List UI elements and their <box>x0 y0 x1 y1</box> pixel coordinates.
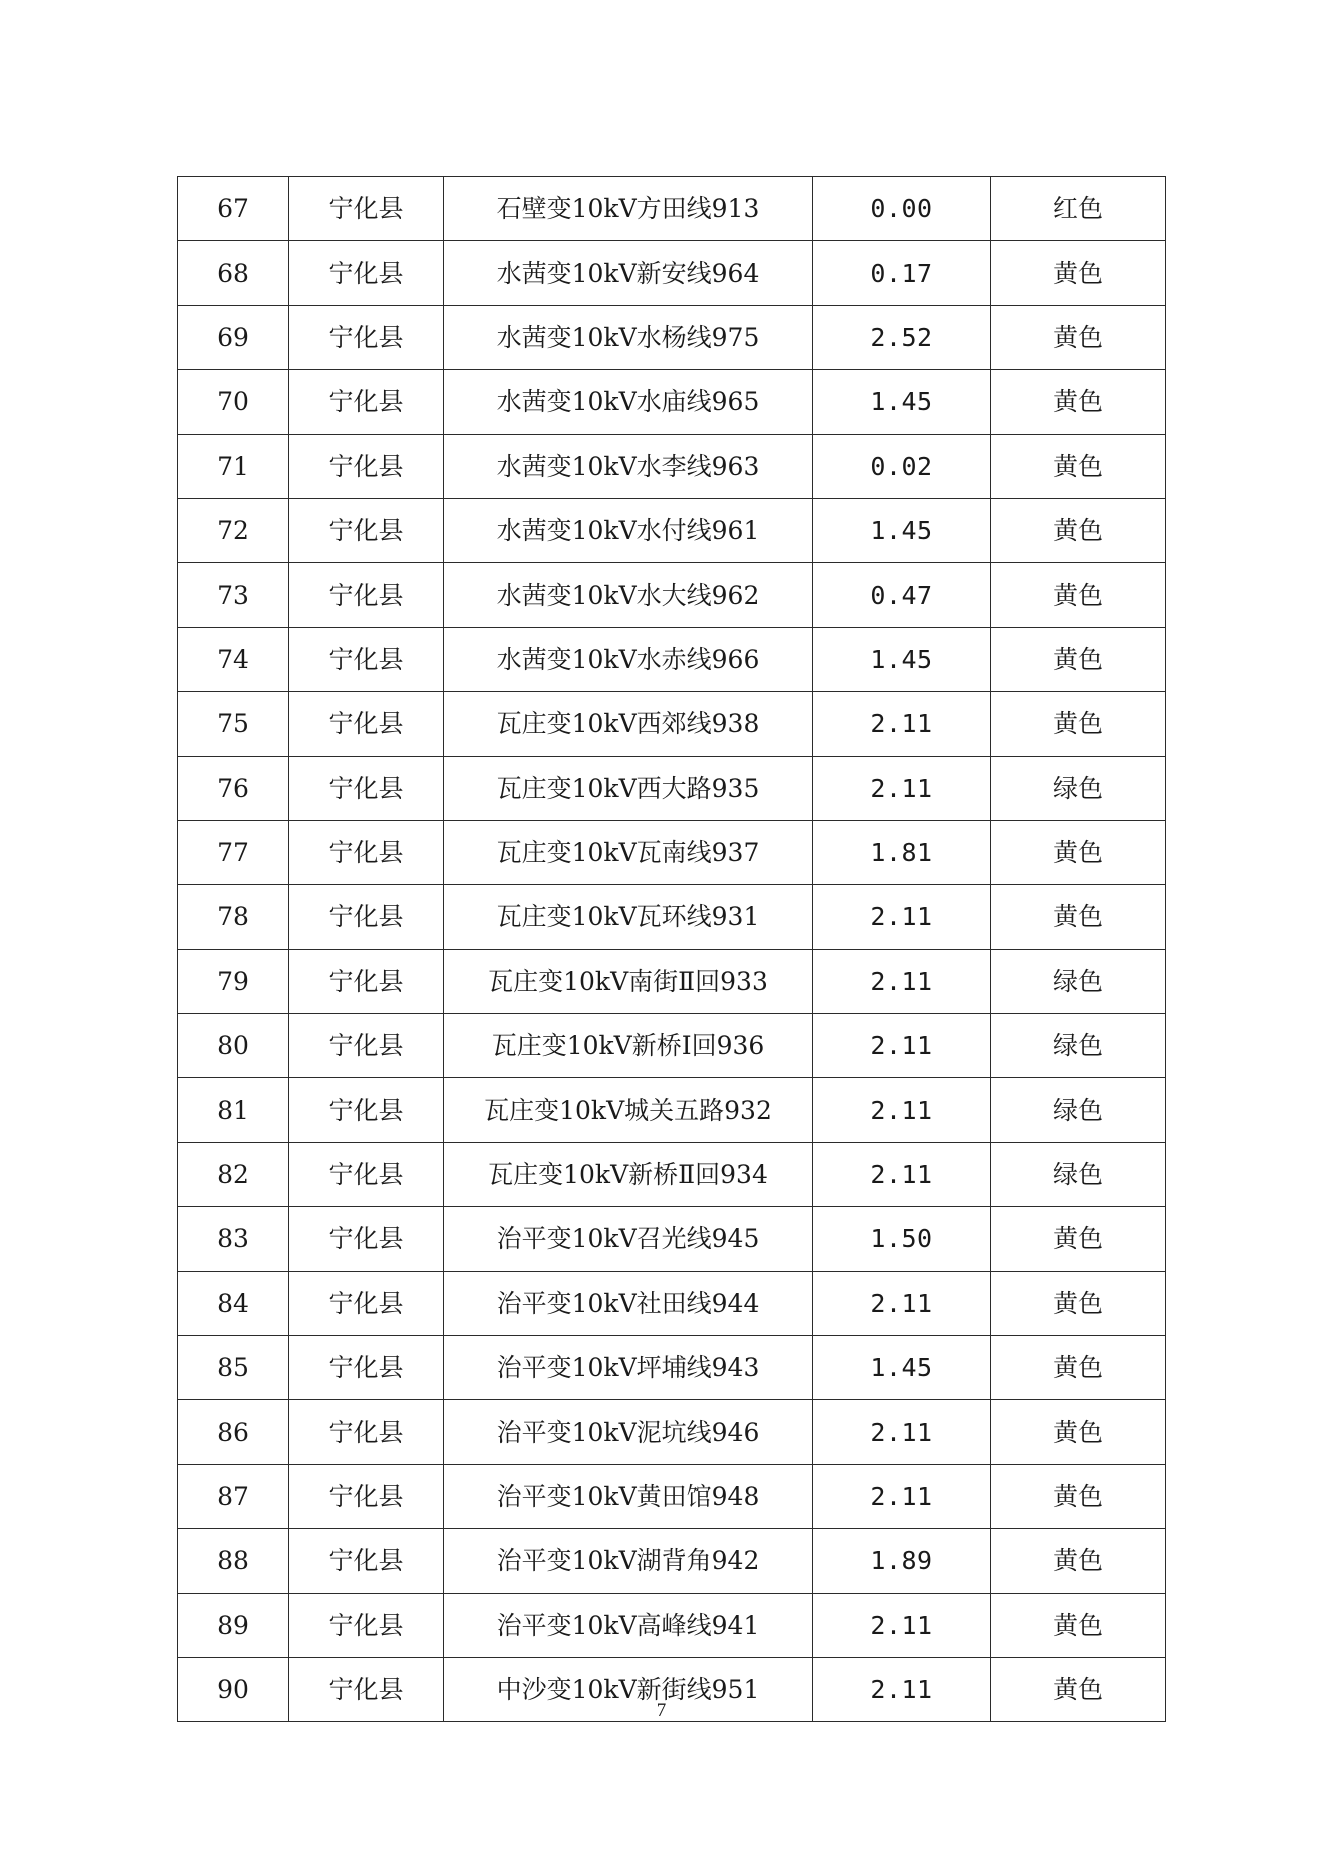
cell-index: 71 <box>178 434 289 498</box>
table-row <box>178 1529 1166 1593</box>
cell-line-name: 治平变10kV黄田馆948 <box>444 1464 813 1528</box>
page-number: 7 <box>656 1700 667 1721</box>
cell-color-level: 黄色 <box>991 370 1166 434</box>
cell-color-level: 黄色 <box>991 1657 1166 1721</box>
cell-line-name: 瓦庄变10kV新桥Ⅱ回934 <box>444 1142 813 1206</box>
cell-county: 宁化县 <box>289 305 444 369</box>
table-body <box>178 177 1166 1722</box>
cell-line-name: 瓦庄变10kV新桥Ⅰ回936 <box>444 1014 813 1078</box>
cell-line-name: 水茜变10kV水大线962 <box>444 563 813 627</box>
cell-line-name: 水茜变10kV水付线961 <box>444 498 813 562</box>
cell-county: 宁化县 <box>289 1657 444 1721</box>
cell-line-name: 中沙变10kV新街线951 <box>444 1657 813 1721</box>
cell-county: 宁化县 <box>289 1464 444 1528</box>
cell-county: 宁化县 <box>289 1142 444 1206</box>
cell-line-name: 治平变10kV召光线945 <box>444 1207 813 1271</box>
cell-line-name: 水茜变10kV水庙线965 <box>444 370 813 434</box>
cell-value: 1.45 <box>813 498 991 562</box>
cell-line-name: 石壁变10kV方田线913 <box>444 177 813 241</box>
cell-county: 宁化县 <box>289 563 444 627</box>
cell-line-name: 瓦庄变10kV西大路935 <box>444 756 813 820</box>
cell-county: 宁化县 <box>289 1078 444 1142</box>
cell-index: 70 <box>178 370 289 434</box>
cell-county: 宁化县 <box>289 1336 444 1400</box>
table-row <box>178 1593 1166 1657</box>
table-row <box>178 1464 1166 1528</box>
cell-value: 2.11 <box>813 949 991 1013</box>
cell-county: 宁化县 <box>289 1593 444 1657</box>
table-row <box>178 1078 1166 1142</box>
cell-value: 2.11 <box>813 1271 991 1335</box>
cell-index: 68 <box>178 241 289 305</box>
cell-index: 79 <box>178 949 289 1013</box>
cell-color-level: 黄色 <box>991 820 1166 884</box>
table-row <box>178 563 1166 627</box>
cell-index: 82 <box>178 1142 289 1206</box>
cell-color-level: 绿色 <box>991 1142 1166 1206</box>
cell-county: 宁化县 <box>289 177 444 241</box>
cell-index: 89 <box>178 1593 289 1657</box>
table-row <box>178 241 1166 305</box>
table-row <box>178 885 1166 949</box>
cell-color-level: 黄色 <box>991 692 1166 756</box>
cell-index: 74 <box>178 627 289 691</box>
cell-line-name: 瓦庄变10kV城关五路932 <box>444 1078 813 1142</box>
cell-index: 81 <box>178 1078 289 1142</box>
cell-line-name: 水茜变10kV水杨线975 <box>444 305 813 369</box>
cell-line-name: 水茜变10kV水李线963 <box>444 434 813 498</box>
cell-index: 86 <box>178 1400 289 1464</box>
cell-index: 69 <box>178 305 289 369</box>
cell-value: 0.02 <box>813 434 991 498</box>
cell-value: 2.11 <box>813 1400 991 1464</box>
cell-value: 0.17 <box>813 241 991 305</box>
cell-line-name: 瓦庄变10kV南街Ⅱ回933 <box>444 949 813 1013</box>
table-row <box>178 498 1166 562</box>
table-row <box>178 692 1166 756</box>
cell-color-level: 黄色 <box>991 885 1166 949</box>
cell-line-name: 水茜变10kV新安线964 <box>444 241 813 305</box>
table-row <box>178 1207 1166 1271</box>
cell-line-name: 瓦庄变10kV西郊线938 <box>444 692 813 756</box>
cell-color-level: 黄色 <box>991 563 1166 627</box>
cell-color-level: 红色 <box>991 177 1166 241</box>
table-row <box>178 177 1166 241</box>
cell-color-level: 绿色 <box>991 949 1166 1013</box>
cell-index: 85 <box>178 1336 289 1400</box>
table-row <box>178 1014 1166 1078</box>
cell-value: 1.45 <box>813 370 991 434</box>
cell-color-level: 绿色 <box>991 1014 1166 1078</box>
cell-color-level: 黄色 <box>991 1336 1166 1400</box>
cell-value: 1.81 <box>813 820 991 884</box>
cell-color-level: 黄色 <box>991 305 1166 369</box>
cell-county: 宁化县 <box>289 1207 444 1271</box>
cell-value: 2.52 <box>813 305 991 369</box>
cell-value: 2.11 <box>813 1014 991 1078</box>
cell-color-level: 黄色 <box>991 241 1166 305</box>
cell-index: 78 <box>178 885 289 949</box>
cell-color-level: 绿色 <box>991 756 1166 820</box>
cell-county: 宁化县 <box>289 1529 444 1593</box>
cell-index: 83 <box>178 1207 289 1271</box>
cell-index: 67 <box>178 177 289 241</box>
cell-color-level: 黄色 <box>991 1529 1166 1593</box>
cell-county: 宁化县 <box>289 1400 444 1464</box>
table-row <box>178 1400 1166 1464</box>
cell-value: 0.00 <box>813 177 991 241</box>
cell-county: 宁化县 <box>289 820 444 884</box>
cell-county: 宁化县 <box>289 627 444 691</box>
cell-line-name: 治平变10kV坪埔线943 <box>444 1336 813 1400</box>
cell-line-name: 治平变10kV高峰线941 <box>444 1593 813 1657</box>
table-row <box>178 1336 1166 1400</box>
cell-county: 宁化县 <box>289 498 444 562</box>
table-row <box>178 820 1166 884</box>
cell-line-name: 治平变10kV社田线944 <box>444 1271 813 1335</box>
cell-county: 宁化县 <box>289 1271 444 1335</box>
cell-index: 88 <box>178 1529 289 1593</box>
cell-county: 宁化县 <box>289 756 444 820</box>
cell-line-name: 治平变10kV湖背角942 <box>444 1529 813 1593</box>
table-row <box>178 949 1166 1013</box>
cell-value: 2.11 <box>813 692 991 756</box>
cell-index: 73 <box>178 563 289 627</box>
cell-color-level: 黄色 <box>991 1593 1166 1657</box>
cell-index: 90 <box>178 1657 289 1721</box>
cell-county: 宁化县 <box>289 692 444 756</box>
cell-index: 80 <box>178 1014 289 1078</box>
cell-color-level: 黄色 <box>991 1464 1166 1528</box>
table-row <box>178 627 1166 691</box>
cell-color-level: 绿色 <box>991 1078 1166 1142</box>
cell-color-level: 黄色 <box>991 434 1166 498</box>
line-status-table <box>177 176 1166 1722</box>
cell-value: 1.50 <box>813 1207 991 1271</box>
cell-county: 宁化县 <box>289 241 444 305</box>
table-row <box>178 370 1166 434</box>
cell-value: 1.89 <box>813 1529 991 1593</box>
cell-line-name: 瓦庄变10kV瓦南线937 <box>444 820 813 884</box>
table-row <box>178 434 1166 498</box>
cell-county: 宁化县 <box>289 434 444 498</box>
table-row <box>178 305 1166 369</box>
cell-value: 2.11 <box>813 1657 991 1721</box>
cell-value: 2.11 <box>813 1078 991 1142</box>
cell-index: 84 <box>178 1271 289 1335</box>
cell-value: 2.11 <box>813 1593 991 1657</box>
cell-value: 2.11 <box>813 756 991 820</box>
cell-index: 77 <box>178 820 289 884</box>
cell-county: 宁化县 <box>289 885 444 949</box>
cell-index: 87 <box>178 1464 289 1528</box>
cell-line-name: 瓦庄变10kV瓦环线931 <box>444 885 813 949</box>
cell-county: 宁化县 <box>289 370 444 434</box>
cell-index: 72 <box>178 498 289 562</box>
cell-value: 2.11 <box>813 1142 991 1206</box>
cell-line-name: 水茜变10kV水赤线966 <box>444 627 813 691</box>
cell-value: 1.45 <box>813 627 991 691</box>
cell-value: 0.47 <box>813 563 991 627</box>
cell-color-level: 黄色 <box>991 498 1166 562</box>
cell-value: 2.11 <box>813 1464 991 1528</box>
cell-value: 1.45 <box>813 1336 991 1400</box>
cell-color-level: 黄色 <box>991 1400 1166 1464</box>
cell-value: 2.11 <box>813 885 991 949</box>
cell-line-name: 治平变10kV泥坑线946 <box>444 1400 813 1464</box>
table-row <box>178 756 1166 820</box>
cell-color-level: 黄色 <box>991 1271 1166 1335</box>
cell-county: 宁化县 <box>289 1014 444 1078</box>
cell-county: 宁化县 <box>289 949 444 1013</box>
cell-color-level: 黄色 <box>991 1207 1166 1271</box>
table-row <box>178 1271 1166 1335</box>
cell-index: 75 <box>178 692 289 756</box>
cell-index: 76 <box>178 756 289 820</box>
cell-color-level: 黄色 <box>991 627 1166 691</box>
table-row <box>178 1142 1166 1206</box>
